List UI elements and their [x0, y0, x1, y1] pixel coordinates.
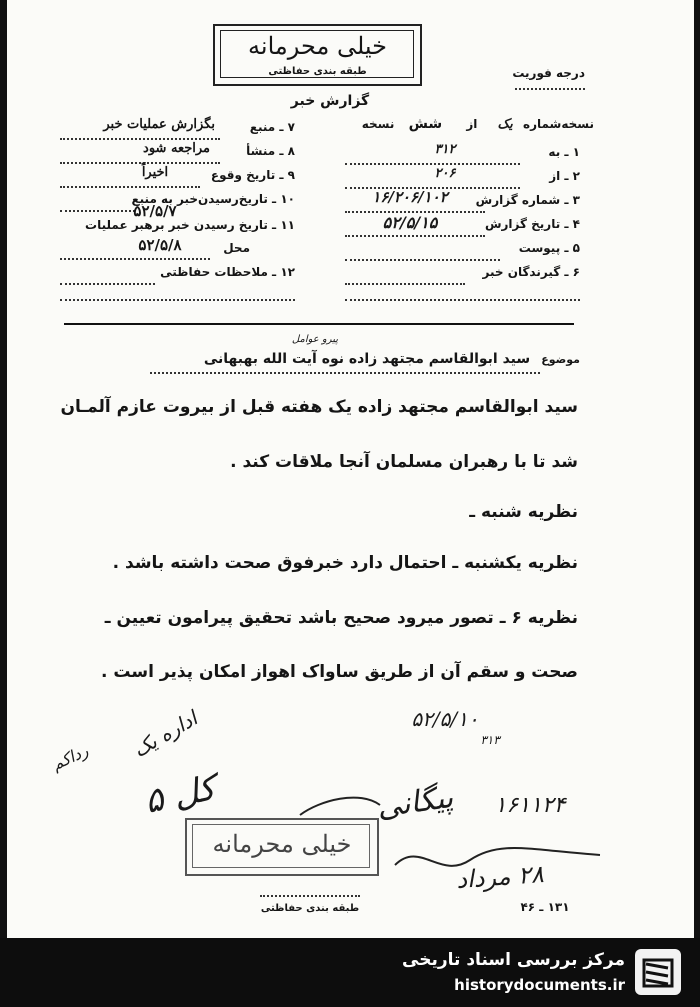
- subject-annotation: پیرو عوامل: [291, 334, 339, 345]
- field-report-date-dots: [345, 235, 485, 237]
- form-title: گزارش خبر: [290, 93, 370, 109]
- field-recipients-dots-2: [345, 299, 580, 301]
- field-location-value: ۵۲/۵/۸: [138, 236, 182, 254]
- subject-dots: [150, 372, 540, 374]
- handwritten-left-note-2: رداکم: [48, 740, 92, 775]
- body-line-6: صحت و سقم آن از طریق ساواک اهواز امکان پذیر است .: [101, 662, 578, 682]
- field-report-number-value: ۱۶/۲۰۶/۱۰۲: [372, 188, 448, 206]
- priority-label: درجه فوریت: [512, 66, 585, 80]
- footer-dots: [260, 895, 360, 897]
- body-line-1: سید ابوالقاسم مجتهد زاده یک هفته قبل از بیروت عازم آلمـان: [60, 397, 578, 417]
- watermark-bar: [0, 938, 700, 1007]
- handwritten-small-note: ۳۱۳: [480, 733, 500, 747]
- footer-subtitle: طبقه بندی حفاظتی: [260, 903, 360, 914]
- field-report-date-label: ۴ ـ تاریخ گزارش: [484, 217, 580, 231]
- scan-edge-right: [694, 0, 700, 1007]
- subject-line: [150, 348, 580, 367]
- priority-dots: [515, 88, 585, 90]
- field-occurrence-date-value: اخیراً: [141, 165, 169, 180]
- handwritten-date: ۵۲/۵/۱۰: [411, 707, 479, 731]
- handwritten-number: ۱۶۱۱۲۴: [494, 793, 566, 818]
- field-report-date-value: ۵۲/۵/۱۵: [382, 213, 438, 232]
- classification-stamp-bottom: [185, 818, 379, 876]
- subject-label: موضوع: [541, 353, 580, 366]
- field-recipients-dots: [345, 283, 465, 285]
- field-to-dots: [345, 163, 520, 165]
- handwritten-left-note-1: اداره یک: [128, 706, 202, 762]
- field-source-receipt-label: ۱۰ ـ تاریخ‌رسیدن‌خبر به منبع: [131, 192, 295, 206]
- watermark-org-name: مرکز بررسی اسناد تاریخی: [402, 950, 625, 970]
- stamp-subtitle: طبقه بندی حفاظتی: [268, 66, 367, 77]
- field-from-label: ۲ ـ از: [549, 169, 580, 183]
- form-code: ۱۳۱ ـ ۴۶: [520, 900, 570, 914]
- field-from-value: ۲۰۶: [434, 166, 456, 181]
- watermark-site: historydocuments.ir: [454, 976, 625, 994]
- field-origin-label: ۸ ـ منشأ: [246, 144, 295, 158]
- field-source-receipt-value: ۵۲/۵/۷: [133, 202, 177, 220]
- field-security-notes-label: ۱۲ ـ ملاحظات حفاظتی: [160, 265, 295, 279]
- field-origin-value: مراجعه شود: [143, 141, 210, 156]
- handwritten-signature: پیگانی: [374, 779, 456, 826]
- field-location-dots: [60, 258, 210, 260]
- classification-stamp-top: [213, 24, 422, 86]
- body-line-5: نظریه ۶ ـ تصور میرود صحیح باشد تحقیق پیرامون تعیین ـ: [104, 608, 578, 628]
- copy-suffix: نسخه: [361, 117, 395, 131]
- field-occurrence-date-label: ۹ ـ تاریخ وقوع: [210, 168, 295, 182]
- field-ops-receipt-label: ۱۱ ـ تاریخ رسیدن خبر برهبر عملیات: [85, 218, 295, 232]
- field-occurrence-date-dots: [60, 186, 200, 188]
- stamp-title: خیلی محرمانه: [248, 32, 387, 60]
- subject-text: سید ابوالقاسم مجتهد زاده نوه آیت الله بهبهانی: [203, 351, 531, 367]
- field-report-number-label: ۳ ـ شماره گزارش: [475, 193, 580, 207]
- handwritten-left-big: کل ۵: [141, 768, 219, 822]
- copy-line: [360, 116, 594, 132]
- handwritten-bottom-note: ۲۸ مرداد: [455, 859, 545, 895]
- field-recipients-label: ۶ ـ گیرندگان خبر: [482, 265, 580, 279]
- field-source-dots: [60, 138, 220, 140]
- field-source-value: بگزارش عملیات خبر: [103, 117, 215, 132]
- field-attachment-label: ۵ ـ پیوست: [518, 241, 580, 255]
- copy-prefix: نسخه‌شماره: [523, 117, 594, 131]
- field-location-label: محل: [223, 241, 250, 255]
- field-security-notes-dots: [60, 283, 155, 285]
- field-source-label: ۷ ـ منبع: [249, 120, 295, 134]
- archive-logo-icon: [632, 946, 686, 1000]
- copy-total: شش: [408, 116, 443, 132]
- field-attachment-dots: [345, 259, 500, 261]
- body-line-4: نظریه یکشنبه ـ احتمال دارد خبرفوق صحت داشته باشد .: [112, 553, 578, 573]
- copy-from: از: [466, 117, 478, 131]
- scan-edge-left: [0, 0, 7, 1007]
- bottom-stamp-title: خیلی محرمانه: [212, 830, 352, 858]
- field-security-notes-dots-2: [60, 299, 295, 301]
- body-line-3: نظریه شنبه ـ: [469, 502, 578, 522]
- copy-number: یک: [497, 117, 513, 132]
- field-to-label: ۱ ـ به: [548, 145, 580, 159]
- section-divider: [64, 323, 574, 325]
- body-line-2: شد تا با رهبران مسلمان آنجا ملاقات کند .: [230, 452, 578, 472]
- field-to-value: ۳۱۲: [434, 142, 456, 157]
- field-origin-dots: [60, 162, 220, 164]
